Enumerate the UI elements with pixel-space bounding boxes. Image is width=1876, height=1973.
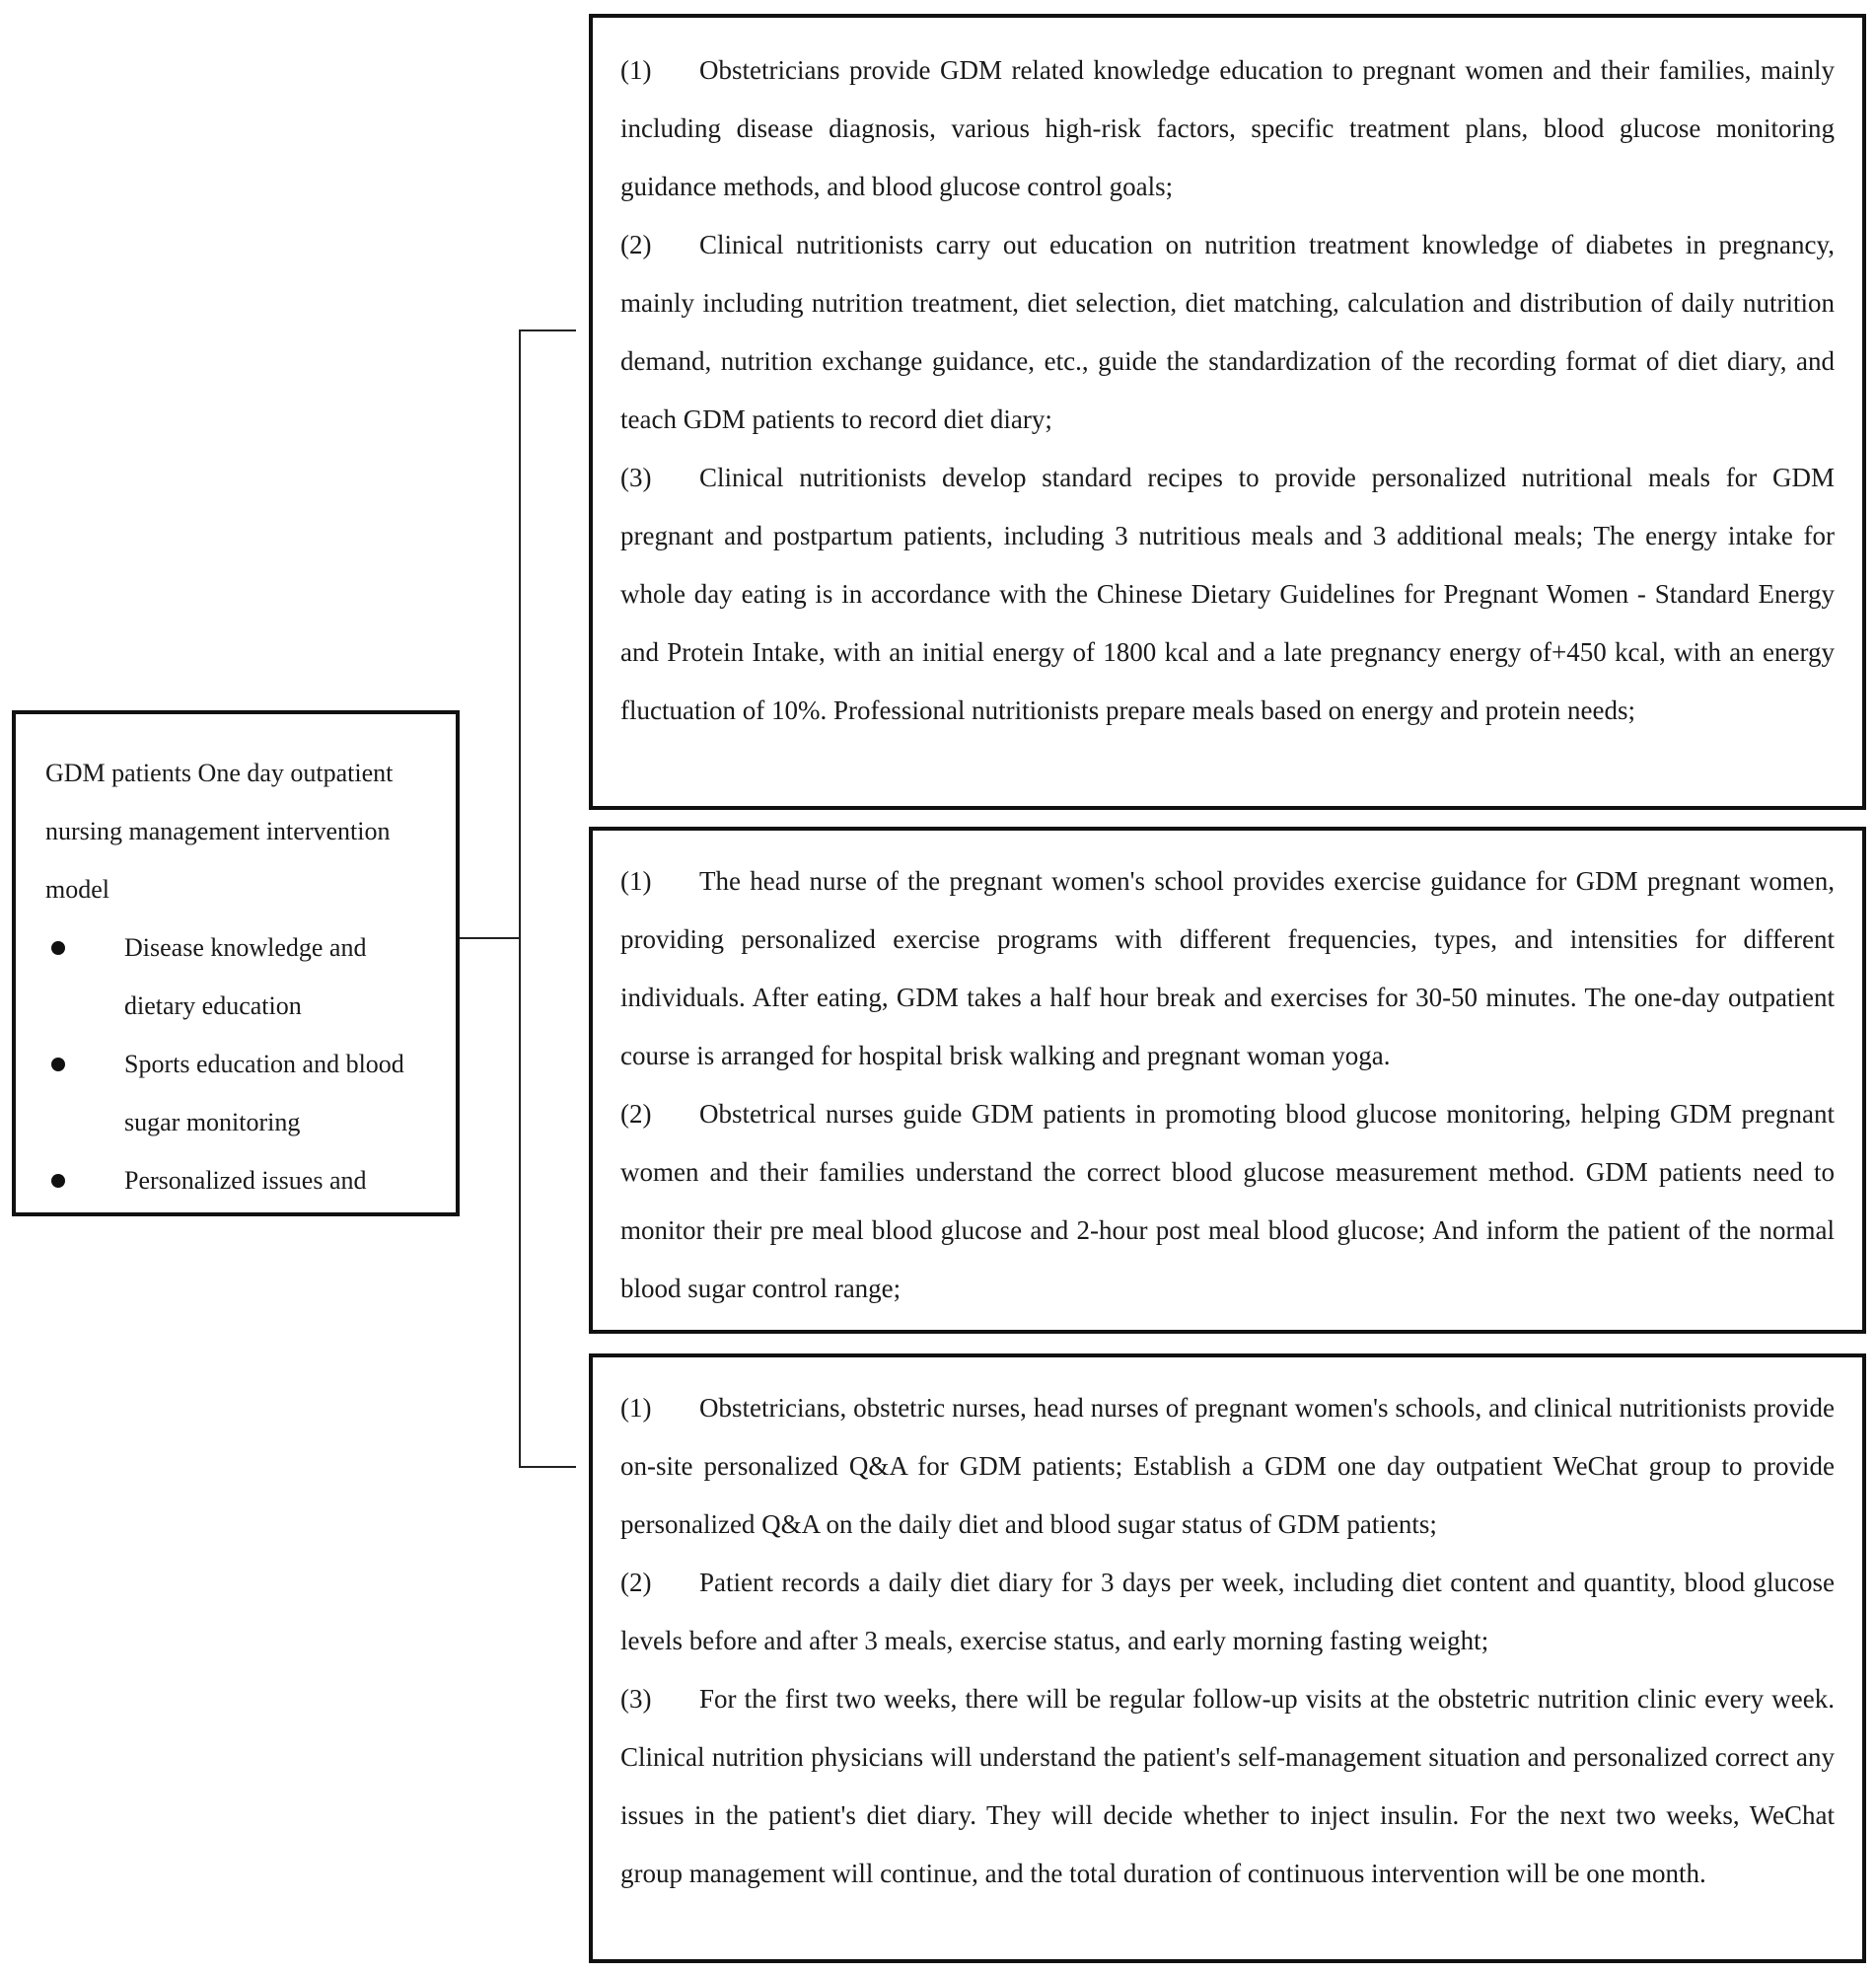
bullet-dot-icon bbox=[51, 1058, 65, 1071]
model-bullet-item bbox=[45, 1151, 428, 1209]
section-item bbox=[620, 216, 1835, 449]
connector-vertical-trunk bbox=[519, 329, 521, 1467]
model-bullet-text: Personalized issues and bbox=[124, 1166, 367, 1195]
item-text: For the first two weeks, there will be regular follow-up visits at the obstetric nutrition clinic every week. Clinical nutrition physicians will understand the patient's self-management situation and personalized correct any issues in the patient's diet diary. They will decide whether to inject insulin. For the next two weeks, WeChat group management will continue, and the total duration of continuous intervention will be one month. bbox=[620, 1684, 1835, 1888]
model-bullet-list bbox=[45, 918, 428, 1209]
exercise-monitoring-section-box bbox=[589, 827, 1866, 1334]
section-item bbox=[620, 41, 1835, 216]
item-number: (2) bbox=[620, 230, 652, 259]
section-item bbox=[620, 449, 1835, 740]
connector-branch-bottom bbox=[519, 1466, 576, 1468]
bullet-dot-icon bbox=[51, 1174, 65, 1188]
model-title: GDM patients One day outpatient nursing management intervention model bbox=[45, 759, 394, 904]
model-bullet-item bbox=[45, 1035, 428, 1151]
personalized-followup-section-box bbox=[589, 1353, 1866, 1963]
section-item bbox=[620, 1379, 1835, 1554]
item-number: (2) bbox=[620, 1099, 652, 1129]
item-number: (3) bbox=[620, 1684, 652, 1714]
model-bullet-item bbox=[45, 918, 428, 1035]
item-number: (1) bbox=[620, 55, 652, 85]
item-text: Clinical nutritionists develop standard recipes to provide personalized nutritional meals for GDM pregnant and postpartum patients, including 3 nutritious meals and 3 additional meals; The energy intake for whole day eating is in accordance with the Chinese Dietary Guidelines for Pregnant Women - Standard Energy and Protein Intake, with an initial energy of 1800 kcal and a late pregnancy energy of+450 kcal, with an energy fluctuation of 10%. Professional nutritionists prepare meals based on energy and protein needs; bbox=[620, 463, 1835, 725]
item-text: Obstetricians provide GDM related knowledge education to pregnant women and their families, mainly including disease diagnosis, various high-risk factors, specific treatment plans, blood glucose monitoring guidance methods, and blood glucose control goals; bbox=[620, 55, 1835, 201]
item-number: (1) bbox=[620, 1393, 652, 1423]
item-text: The head nurse of the pregnant women's school provides exercise guidance for GDM pregnant women, providing personalized exercise programs with different frequencies, types, and intensities for different individuals. After eating, GDM takes a half hour break and exercises for 30-50 minutes. The one-day outpatient course is arranged for hospital brisk walking and pregnant woman yoga. bbox=[620, 866, 1835, 1070]
item-number: (2) bbox=[620, 1568, 652, 1597]
bullet-dot-icon bbox=[51, 941, 65, 955]
item-number: (1) bbox=[620, 866, 652, 896]
section-item bbox=[620, 1554, 1835, 1670]
model-bullet-text: Sports education and blood sugar monitoring bbox=[124, 1050, 404, 1136]
item-text: Obstetricians, obstetric nurses, head nurses of pregnant women's schools, and clinical nutritionists provide on-site personalized Q&A for GDM patients; Establish a GDM one day outpatient WeChat group to provide personalized Q&A on the daily diet and blood sugar status of GDM patients; bbox=[620, 1393, 1835, 1539]
section-item bbox=[620, 1085, 1835, 1318]
connector-branch-top bbox=[519, 329, 576, 331]
model-bullet-text: Disease knowledge and dietary education bbox=[124, 933, 367, 1020]
item-text: Obstetrical nurses guide GDM patients in promoting blood glucose monitoring, helping GDM pregnant women and their families understand the correct blood glucose measurement method. GDM patients need to monitor their pre meal blood glucose and 2-hour post meal blood glucose; And inform the patient of the normal blood sugar control range; bbox=[620, 1099, 1835, 1303]
item-text: Clinical nutritionists carry out education on nutrition treatment knowledge of diabetes in pregnancy, mainly including nutrition treatment, diet selection, diet matching, calculation and distribution of daily nutrition demand, nutrition exchange guidance, etc., guide the standardization of the recording format of diet diary, and teach GDM patients to record diet diary; bbox=[620, 230, 1835, 434]
model-summary-box bbox=[12, 710, 460, 1216]
education-section-box bbox=[589, 14, 1866, 810]
item-number: (3) bbox=[620, 463, 652, 492]
section-item bbox=[620, 852, 1835, 1085]
connector-left-horizontal bbox=[460, 937, 521, 939]
item-text: Patient records a daily diet diary for 3 days per week, including diet content and quantity, blood glucose levels before and after 3 meals, exercise status, and early morning fasting weight; bbox=[620, 1568, 1835, 1655]
section-item bbox=[620, 1670, 1835, 1903]
